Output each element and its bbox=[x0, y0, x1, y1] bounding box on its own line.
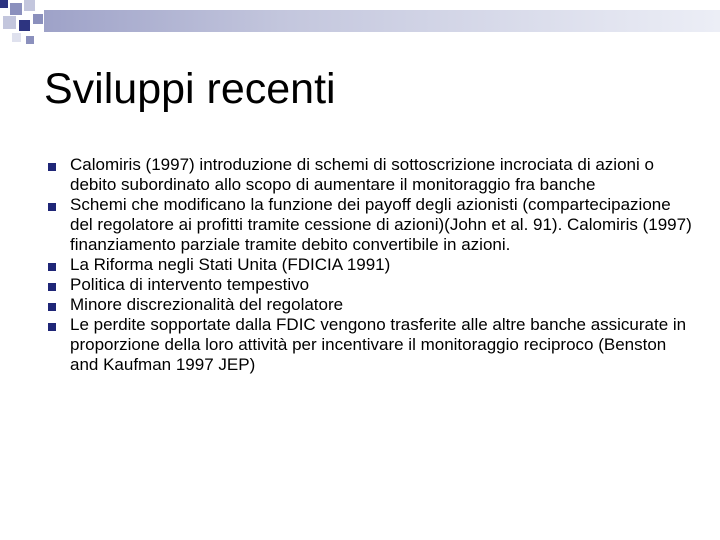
decor-square bbox=[24, 0, 35, 11]
bullet-text: Schemi che modificano la funzione dei payoff degli azionisti (compartecipazione del regolatore ai profitti tramite cessione di azioni)(John et al. 91). Calomiris (1997) finanziamento parziale tramite debito convertibile in azioni. bbox=[70, 195, 692, 254]
decor-square bbox=[19, 20, 30, 31]
bullet-text: Politica di intervento tempestivo bbox=[70, 275, 310, 294]
bullet-item bbox=[0, 315, 720, 375]
bullet-text: Calomiris (1997) introduzione di schemi di sottoscrizione incrociata di azioni o debito subordinato allo scopo di aumentare il monitoraggio fra banche bbox=[70, 155, 654, 194]
decor-square bbox=[10, 3, 22, 15]
decor-square bbox=[12, 33, 21, 42]
bullet-text: Le perdite sopportate dalla FDIC vengono trasferite alle altre banche assicurate in proporzione della loro attività per incentivare il monitoraggio reciproco (Benston and Kaufman 1997 JEP) bbox=[70, 315, 687, 374]
bullet-item bbox=[0, 275, 720, 295]
square-bullet-icon bbox=[48, 323, 56, 331]
bullet-item bbox=[0, 255, 720, 275]
square-bullet-icon bbox=[48, 203, 56, 211]
decor-square bbox=[33, 14, 43, 24]
header-gradient-bar bbox=[44, 10, 720, 32]
decor-square bbox=[0, 0, 8, 8]
slide-title: Sviluppi recenti bbox=[44, 65, 336, 113]
bullet-list bbox=[0, 155, 720, 375]
bullet-text: La Riforma negli Stati Unita (FDICIA 1991) bbox=[70, 255, 391, 274]
square-bullet-icon bbox=[48, 303, 56, 311]
decor-square bbox=[26, 36, 34, 44]
square-bullet-icon bbox=[48, 163, 56, 171]
bullet-item bbox=[0, 195, 720, 255]
square-bullet-icon bbox=[48, 283, 56, 291]
bullet-item bbox=[0, 295, 720, 315]
header-decoration bbox=[0, 0, 720, 50]
square-bullet-icon bbox=[48, 263, 56, 271]
decor-square bbox=[3, 16, 16, 29]
bullet-text: Minore discrezionalità del regolatore bbox=[70, 295, 344, 314]
bullet-item bbox=[0, 155, 720, 195]
